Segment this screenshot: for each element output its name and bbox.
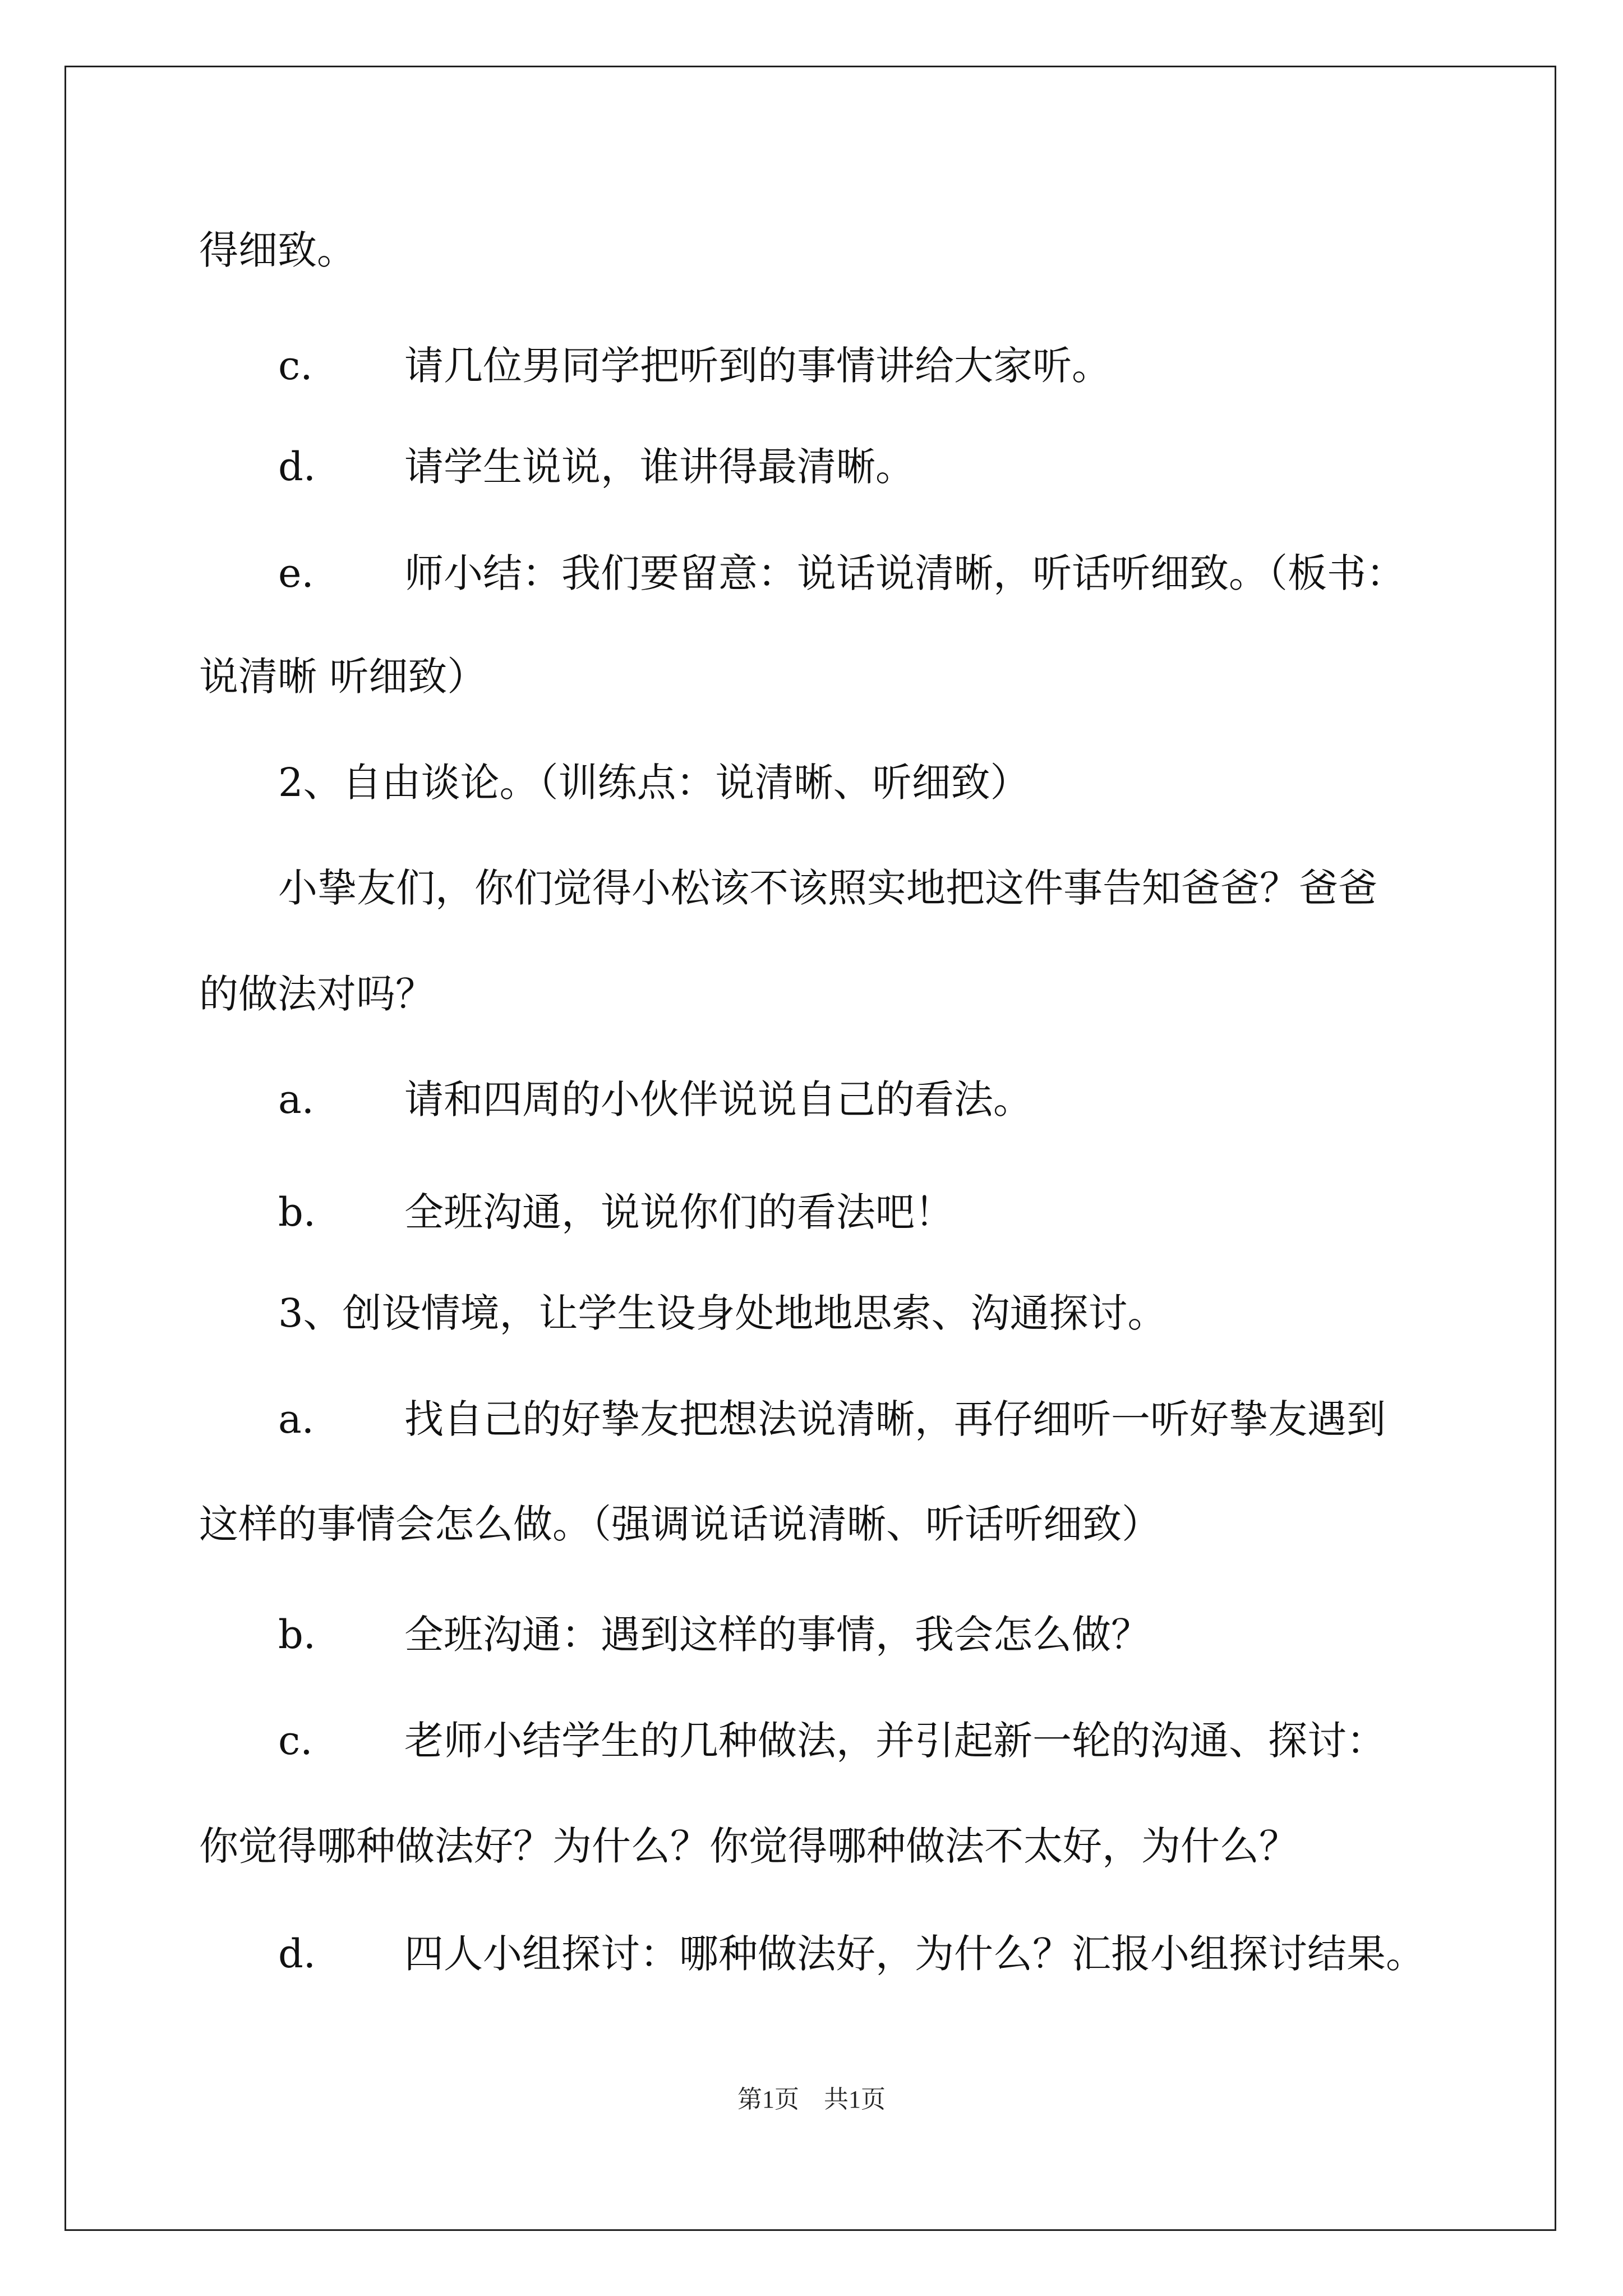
text-line <box>199 1821 1298 1871</box>
line-text: 3、创设情境，让学生设身处地地思索、沟通探讨。 <box>278 1290 1167 1336</box>
list-item <box>278 1187 1456 1237</box>
list-item <box>278 441 1456 492</box>
line-text: 得细致。 <box>199 227 356 273</box>
text-line <box>199 225 356 275</box>
list-item <box>278 1074 1456 1125</box>
list-item <box>278 548 1484 599</box>
item-text: 请几位男同学把听到的事情讲给大家听。 <box>404 343 1111 389</box>
line-text: 2、自由谈论。（训练点：说清晰、听细致） <box>278 760 1030 806</box>
item-text: 四人小组探讨：哪种做法好，为什么？汇报小组探讨结果。 <box>404 1931 1425 1977</box>
item-text: 老师小结学生的几种做法，并引起新一轮的沟通、探讨： <box>404 1718 1386 1764</box>
line-text: 小挚友们，你们觉得小松该不该照实地把这件事告知爸爸？爸爸 <box>278 865 1377 911</box>
line-text: 的做法对吗？ <box>199 971 435 1017</box>
line-text: 这样的事情会怎么做。（强调说话说清晰、听话听细致） <box>199 1501 1161 1547</box>
item-text: 请和四周的小伙伴说说自己的看法。 <box>404 1076 1032 1122</box>
item-label: c. <box>278 1718 313 1764</box>
section-heading <box>278 1288 1167 1338</box>
list-item <box>278 1715 1484 1766</box>
page-number-footer: 第1页 共1页 <box>737 2086 886 2113</box>
text-line <box>199 1499 1161 1549</box>
list-item <box>278 1929 1484 1979</box>
item-label: b. <box>278 1612 316 1658</box>
item-label: a. <box>278 1076 314 1122</box>
item-text: 找自己的好挚友把想法说清晰，再仔细听一听好挚友遇到 <box>404 1396 1386 1442</box>
item-text: 全班沟通：遇到这样的事情，我会怎么做？ <box>404 1612 1150 1658</box>
item-text: 师小结：我们要留意：说话说清晰，听话听细致。（板书： <box>404 550 1405 596</box>
item-label: d. <box>278 1931 316 1977</box>
list-item <box>278 1394 1484 1444</box>
text-line <box>278 863 1377 913</box>
section-heading <box>278 757 1030 808</box>
list-item <box>278 341 1456 391</box>
text-line <box>199 651 486 702</box>
item-label: d. <box>278 444 316 490</box>
line-text: 你觉得哪种做法好？为什么？你觉得哪种做法不太好，为什么？ <box>199 1823 1298 1869</box>
item-text: 请学生说说，谁讲得最清晰。 <box>404 444 915 490</box>
item-label: b. <box>278 1189 316 1235</box>
item-label: e. <box>278 550 314 596</box>
list-item <box>278 1609 1456 1660</box>
item-text: 全班沟通，说说你们的看法吧！ <box>404 1189 954 1235</box>
item-label: c. <box>278 343 313 389</box>
item-label: a. <box>278 1396 314 1442</box>
text-line <box>199 969 435 1019</box>
line-text: 说清晰 听细致） <box>199 654 487 700</box>
